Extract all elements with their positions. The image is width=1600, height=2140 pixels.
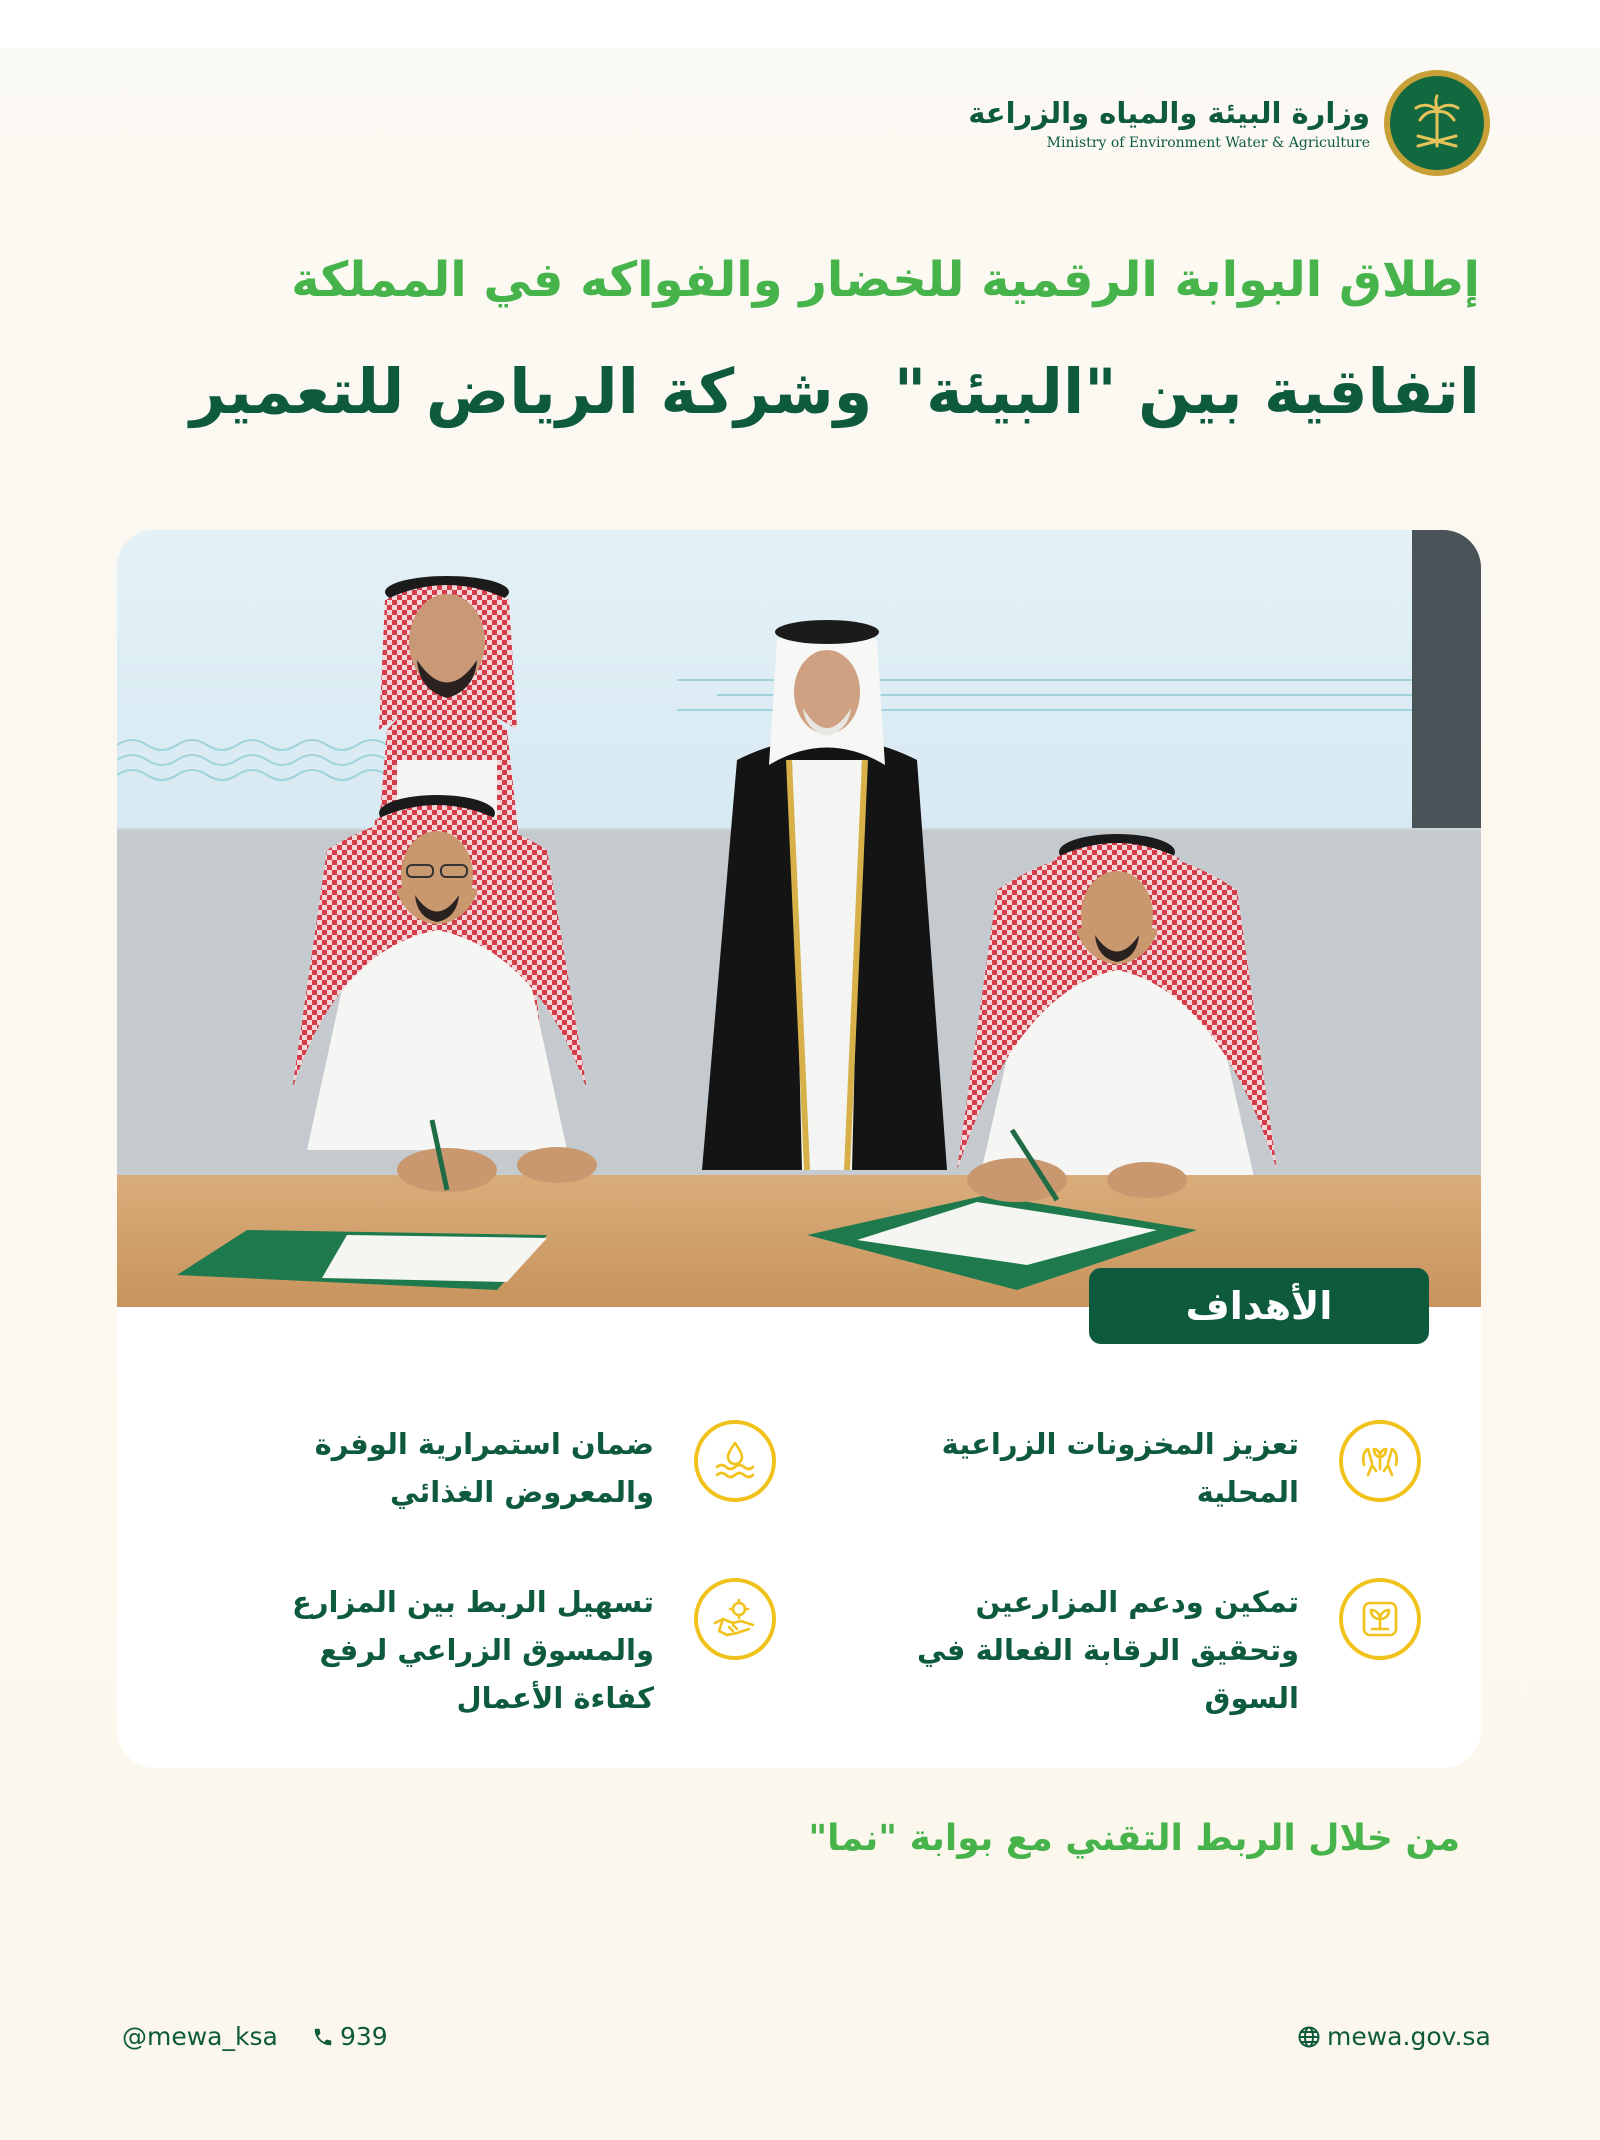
content-card — [117, 530, 1481, 1768]
top-band — [0, 0, 1600, 48]
goal-text-2: ضمان استمرارية الوفرة والمعروض الغذائي — [314, 1427, 654, 1509]
water-drop-icon — [694, 1420, 776, 1502]
signing-ceremony-photo — [117, 530, 1481, 1307]
goals-label: الأهداف — [1089, 1268, 1429, 1344]
goal-item-3 — [861, 1578, 1421, 1715]
logo-name-english: Ministry of Environment Water & Agriculture — [1046, 134, 1370, 151]
goal-item-1 — [861, 1420, 1421, 1550]
website-url: mewa.gov.sa — [1327, 2022, 1491, 2051]
goal-item-2 — [216, 1420, 776, 1550]
footer-phone[interactable] — [312, 2022, 388, 2051]
phone-icon — [312, 2026, 334, 2048]
globe-icon — [1297, 2025, 1321, 2049]
social-handle: @mewa_ksa — [122, 2022, 278, 2051]
goal-text-4: تسهيل الربط بين المزارع والمسوق الزراعي لرفع كفاءة الأعمال — [292, 1585, 654, 1715]
headline-subtitle: إطلاق البوابة الرقمية للخضار والفواكه في المملكة — [291, 252, 1480, 308]
goal-text-3: تمكين ودعم المزارعين وتحقيق الرقابة الفعالة في السوق — [917, 1585, 1299, 1715]
headline-title: اتفاقية بين "البيئة" وشركة الرياض للتعمير — [189, 355, 1480, 428]
palm-swords-emblem-icon — [1384, 70, 1490, 176]
goal-item-4 — [216, 1578, 776, 1715]
tagline: من خلال الربط التقني مع بوابة "نما" — [808, 1818, 1460, 1859]
plant-growth-icon — [1339, 1578, 1421, 1660]
logo-text — [968, 95, 1370, 151]
logo-name-arabic: وزارة البيئة والمياه والزراعة — [968, 96, 1370, 131]
phone-number: 939 — [340, 2022, 388, 2051]
hands-plant-icon — [1339, 1420, 1421, 1502]
footer-social[interactable] — [122, 2022, 278, 2051]
handshake-gear-icon — [694, 1578, 776, 1660]
ministry-logo — [968, 70, 1490, 176]
goal-text-1: تعزيز المخزونات الزراعية المحلية — [941, 1427, 1299, 1509]
footer-website[interactable] — [1297, 2022, 1491, 2051]
